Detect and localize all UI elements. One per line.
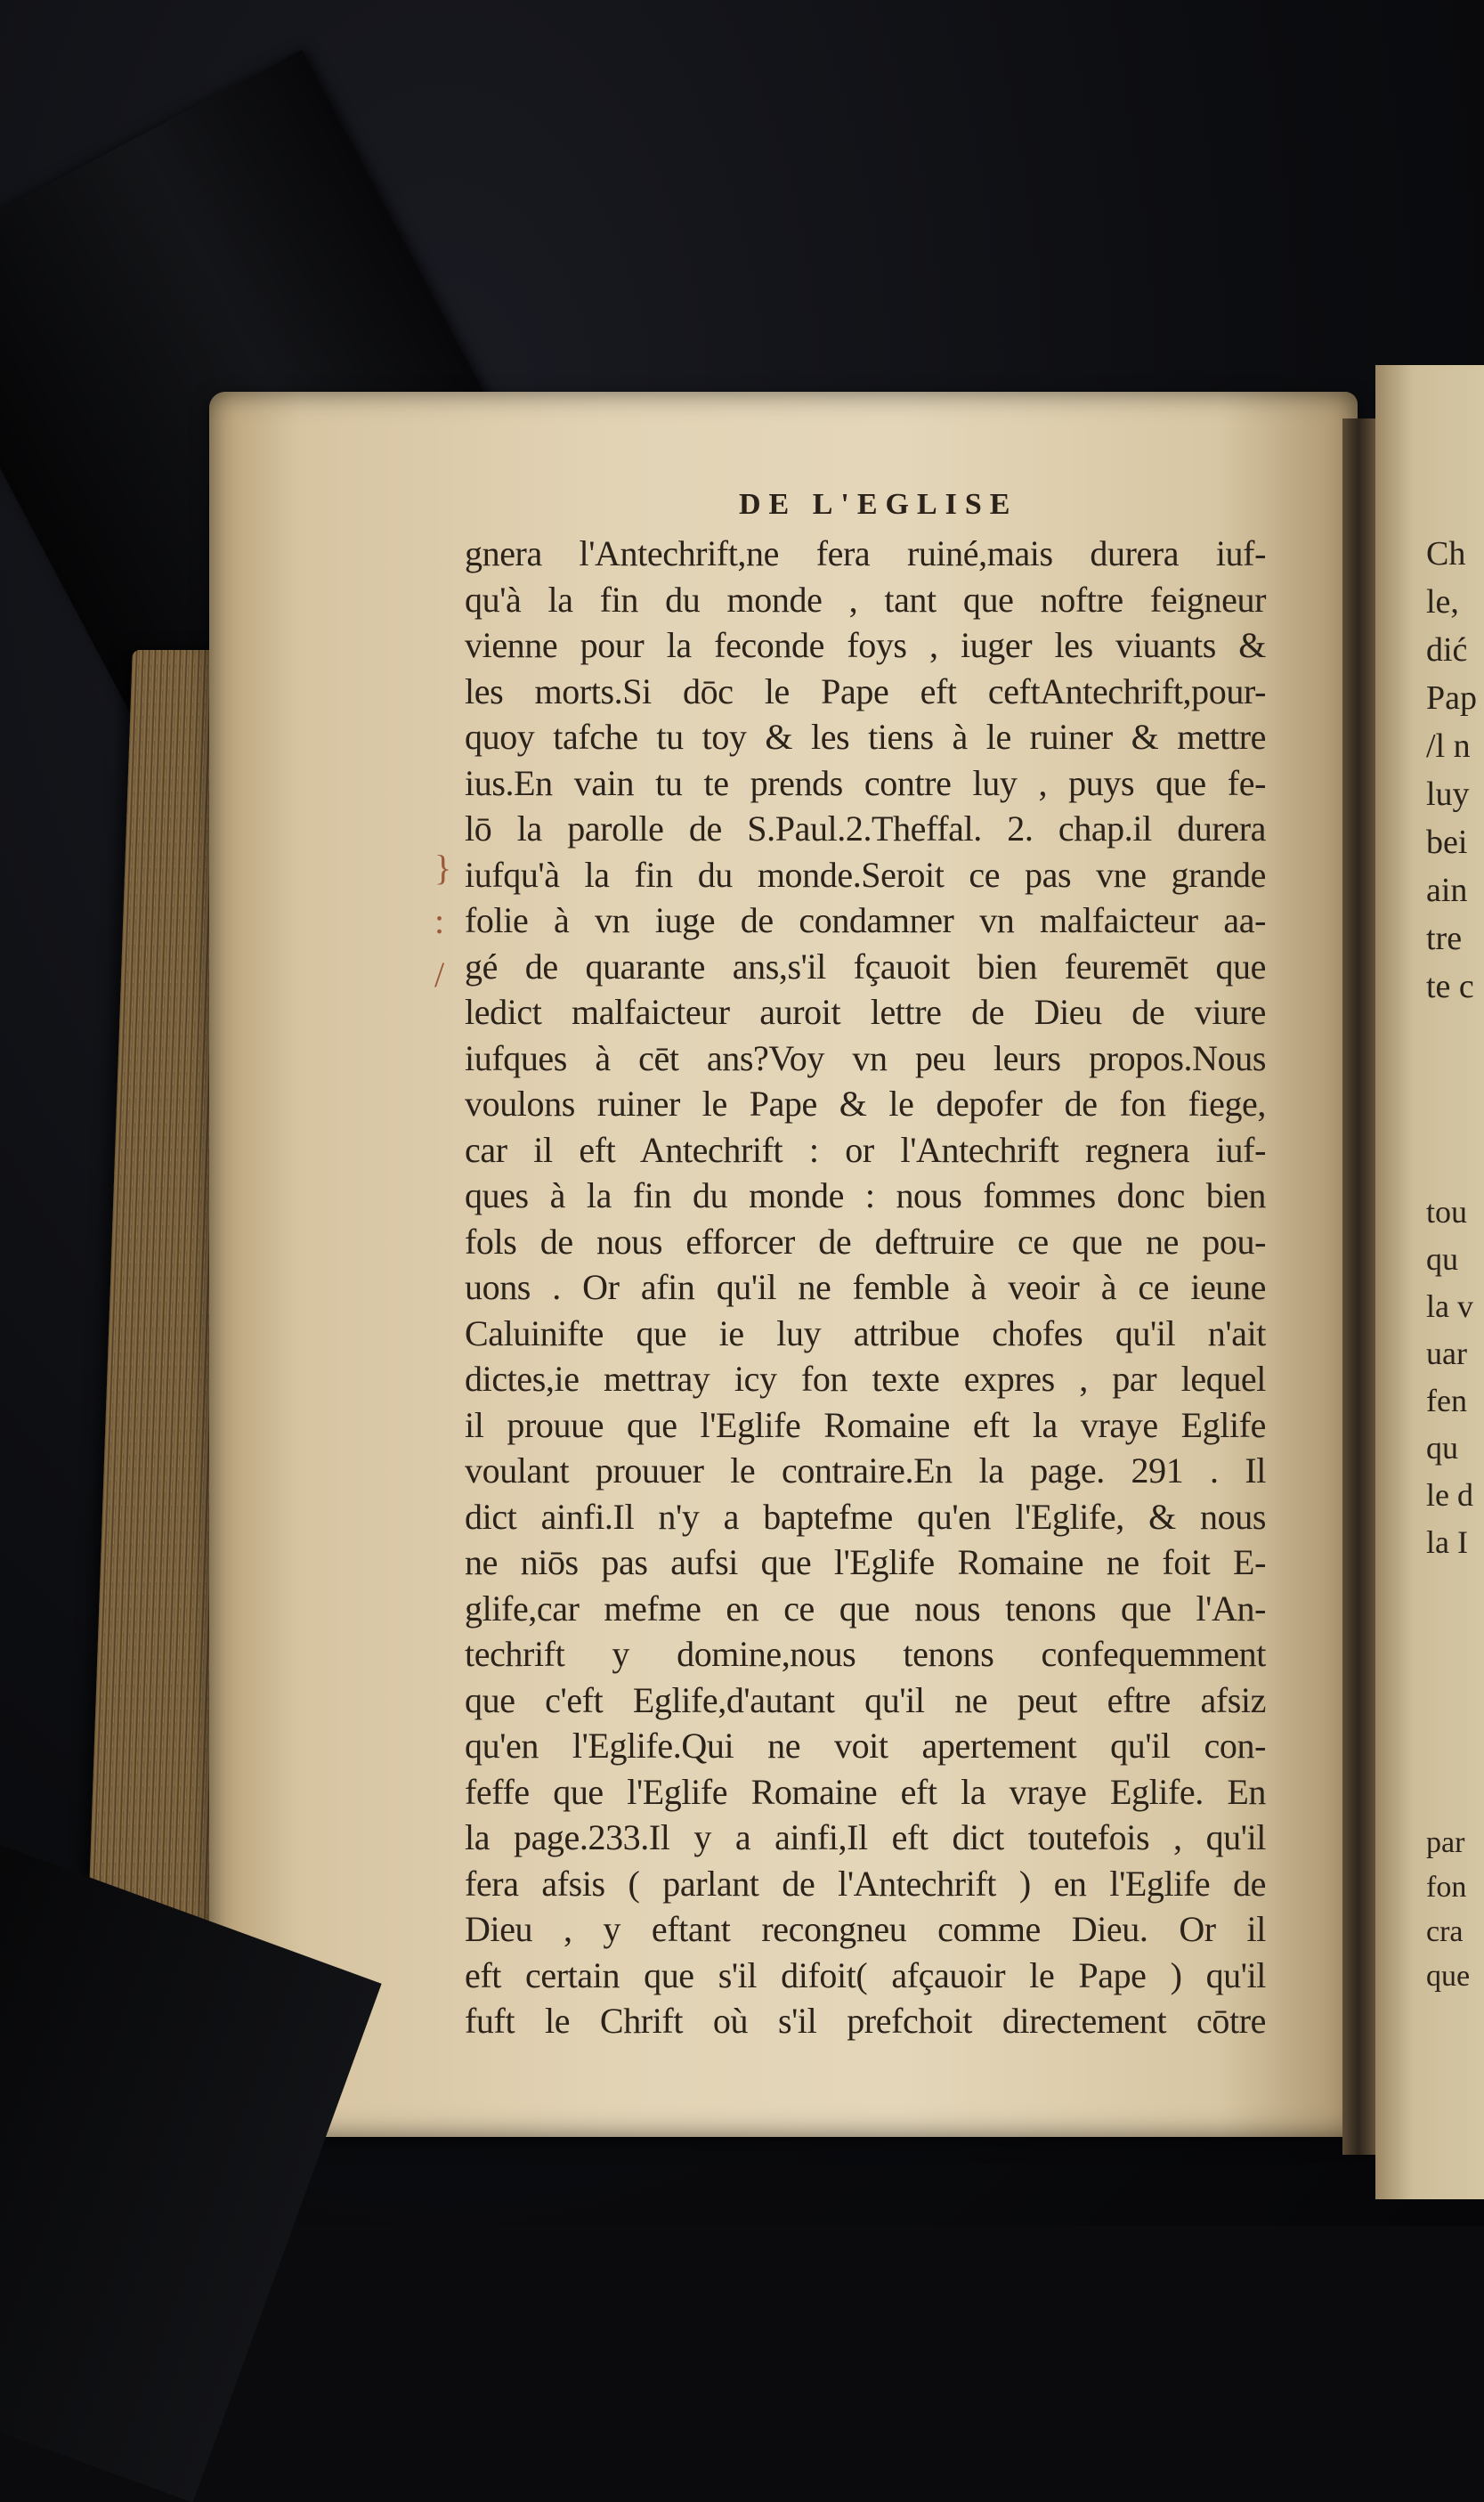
text-line: uons . Or afin qu'il ne femble à veoir à ce ieune [465,1267,1266,1307]
text-line: voulant prouuer le contraire.En la page. 291 . Il [465,1450,1266,1491]
facing-line: luy [1426,776,1470,813]
text-line: ne niōs pas aufsi que l'Eglife Romaine ne foit E- [465,1542,1266,1582]
facing-line: tou [1426,1194,1468,1230]
text-line: dictes,ie mettray icy fon texte expres , par lequel [465,1359,1266,1399]
facing-line: fon [1426,1871,1467,1904]
text-line: lō la parolle de S.Paul.2.Theffal. 2. chap.il durera [465,808,1266,849]
running-head: DE L'EGLISE [739,488,1018,521]
facing-line: que [1426,1960,1471,1993]
text-line: voulons ruiner le Pape & le depofer de fon fiege, [465,1084,1266,1124]
facing-line: te c [1426,968,1474,1005]
facing-line: tre [1426,920,1463,957]
text-line: qu'à la fin du monde , tant que noftre feigneur [465,579,1266,620]
book-gutter [1342,418,1378,2155]
facing-line: qu [1426,1430,1458,1466]
text-line: fera afsis ( parlant de l'Antechrift ) en l'Eglife de [465,1863,1266,1904]
text-line: ques à la fin du monde : nous fommes donc bien [465,1175,1266,1215]
text-line: Caluinifte que ie luy attribue chofes qu'il n'ait [465,1312,1266,1353]
facing-line: fen [1426,1383,1467,1418]
margin-mark: : [434,901,445,941]
facing-line: dić [1426,631,1468,669]
text-line: iufques à cēt ans?Voy vn peu leurs propos.Nous [465,1037,1266,1078]
text-line: car il eft Antechrift : or l'Antechrift regnera iuf- [465,1129,1266,1170]
facing-line: par [1426,1826,1465,1859]
text-line: techrift y domine,nous tenons confequemment [465,1634,1266,1674]
facing-page-text-middle [1426,1189,1473,1566]
text-line: quoy tafche tu toy & les tiens à le ruiner & mettre [465,717,1266,757]
text-line: feffe que l'Eglife Romaine eft la vraye Eglife. En [465,1771,1266,1812]
facing-line: la I [1426,1524,1468,1560]
text-line: Dieu , y eftant recongneu comme Dieu. Or il [465,1909,1266,1949]
facing-line: qu [1426,1241,1458,1277]
text-line: la page.233.Il y a ainfi,Il eft dict toutefois , qu'il [465,1817,1266,1857]
text-line: ledict malfaicteur auroit lettre de Dieu de viure [465,992,1266,1032]
facing-line: le d [1426,1477,1473,1513]
margin-mark: / [434,954,445,995]
page-text-block [465,531,1266,2044]
facing-line: le, [1426,583,1459,621]
facing-line: Ch [1426,535,1466,573]
margin-annotations [434,841,451,1002]
text-line: dict ainfi.Il n'y a baptefme qu'en l'Eglife, & nous [465,1496,1266,1537]
text-line: qu'en l'Eglife.Qui ne voit apertement qu'il con- [465,1726,1266,1766]
text-line: glife,car mefme en ce que nous tenons que l'An- [465,1588,1266,1629]
facing-line: la v [1426,1288,1473,1324]
text-line: fuft le Chrift où s'il prefchoit directement cōtre [465,2001,1266,2041]
text-line: ius.En vain tu te prends contre luy , puys que fe- [465,762,1266,803]
facing-page-text-lower [1426,1821,1470,1999]
text-line: folie à vn iuge de condamner vn malfaicteur aa- [465,900,1266,940]
facing-line: /l n [1426,727,1471,765]
facing-line: bei [1426,824,1468,861]
text-line: les morts.Si dōc le Pape eft ceftAntechrift,pour- [465,670,1266,711]
text-line: iufqu'à la fin du monde.Seroit ce pas vne grande [465,854,1266,895]
facing-line: uar [1426,1336,1467,1371]
text-line: gnera l'Antechrift,ne fera ruiné,mais durera iuf- [465,533,1266,573]
facing-line: cra [1426,1915,1464,1948]
margin-mark: } [434,848,452,888]
facing-line: Pap [1426,679,1477,717]
text-line: vienne pour la feconde foys , iuger les viuants & [465,625,1266,665]
text-line: eft certain que s'il difoit( afçauoir le Pape ) qu'il [465,1954,1266,1995]
facing-page-text-upper [1426,530,1477,1011]
facing-line: ain [1426,872,1468,909]
text-line: il prouue que l'Eglife Romaine eft la vraye Eglife [465,1404,1266,1445]
text-line: fols de nous efforcer de deftruire ce que ne pou- [465,1221,1266,1262]
text-line: que c'eft Eglife,d'autant qu'il ne peut eftre afsiz [465,1679,1266,1720]
text-line: gé de quarante ans,s'il fçauoit bien feuremēt que [465,946,1266,987]
